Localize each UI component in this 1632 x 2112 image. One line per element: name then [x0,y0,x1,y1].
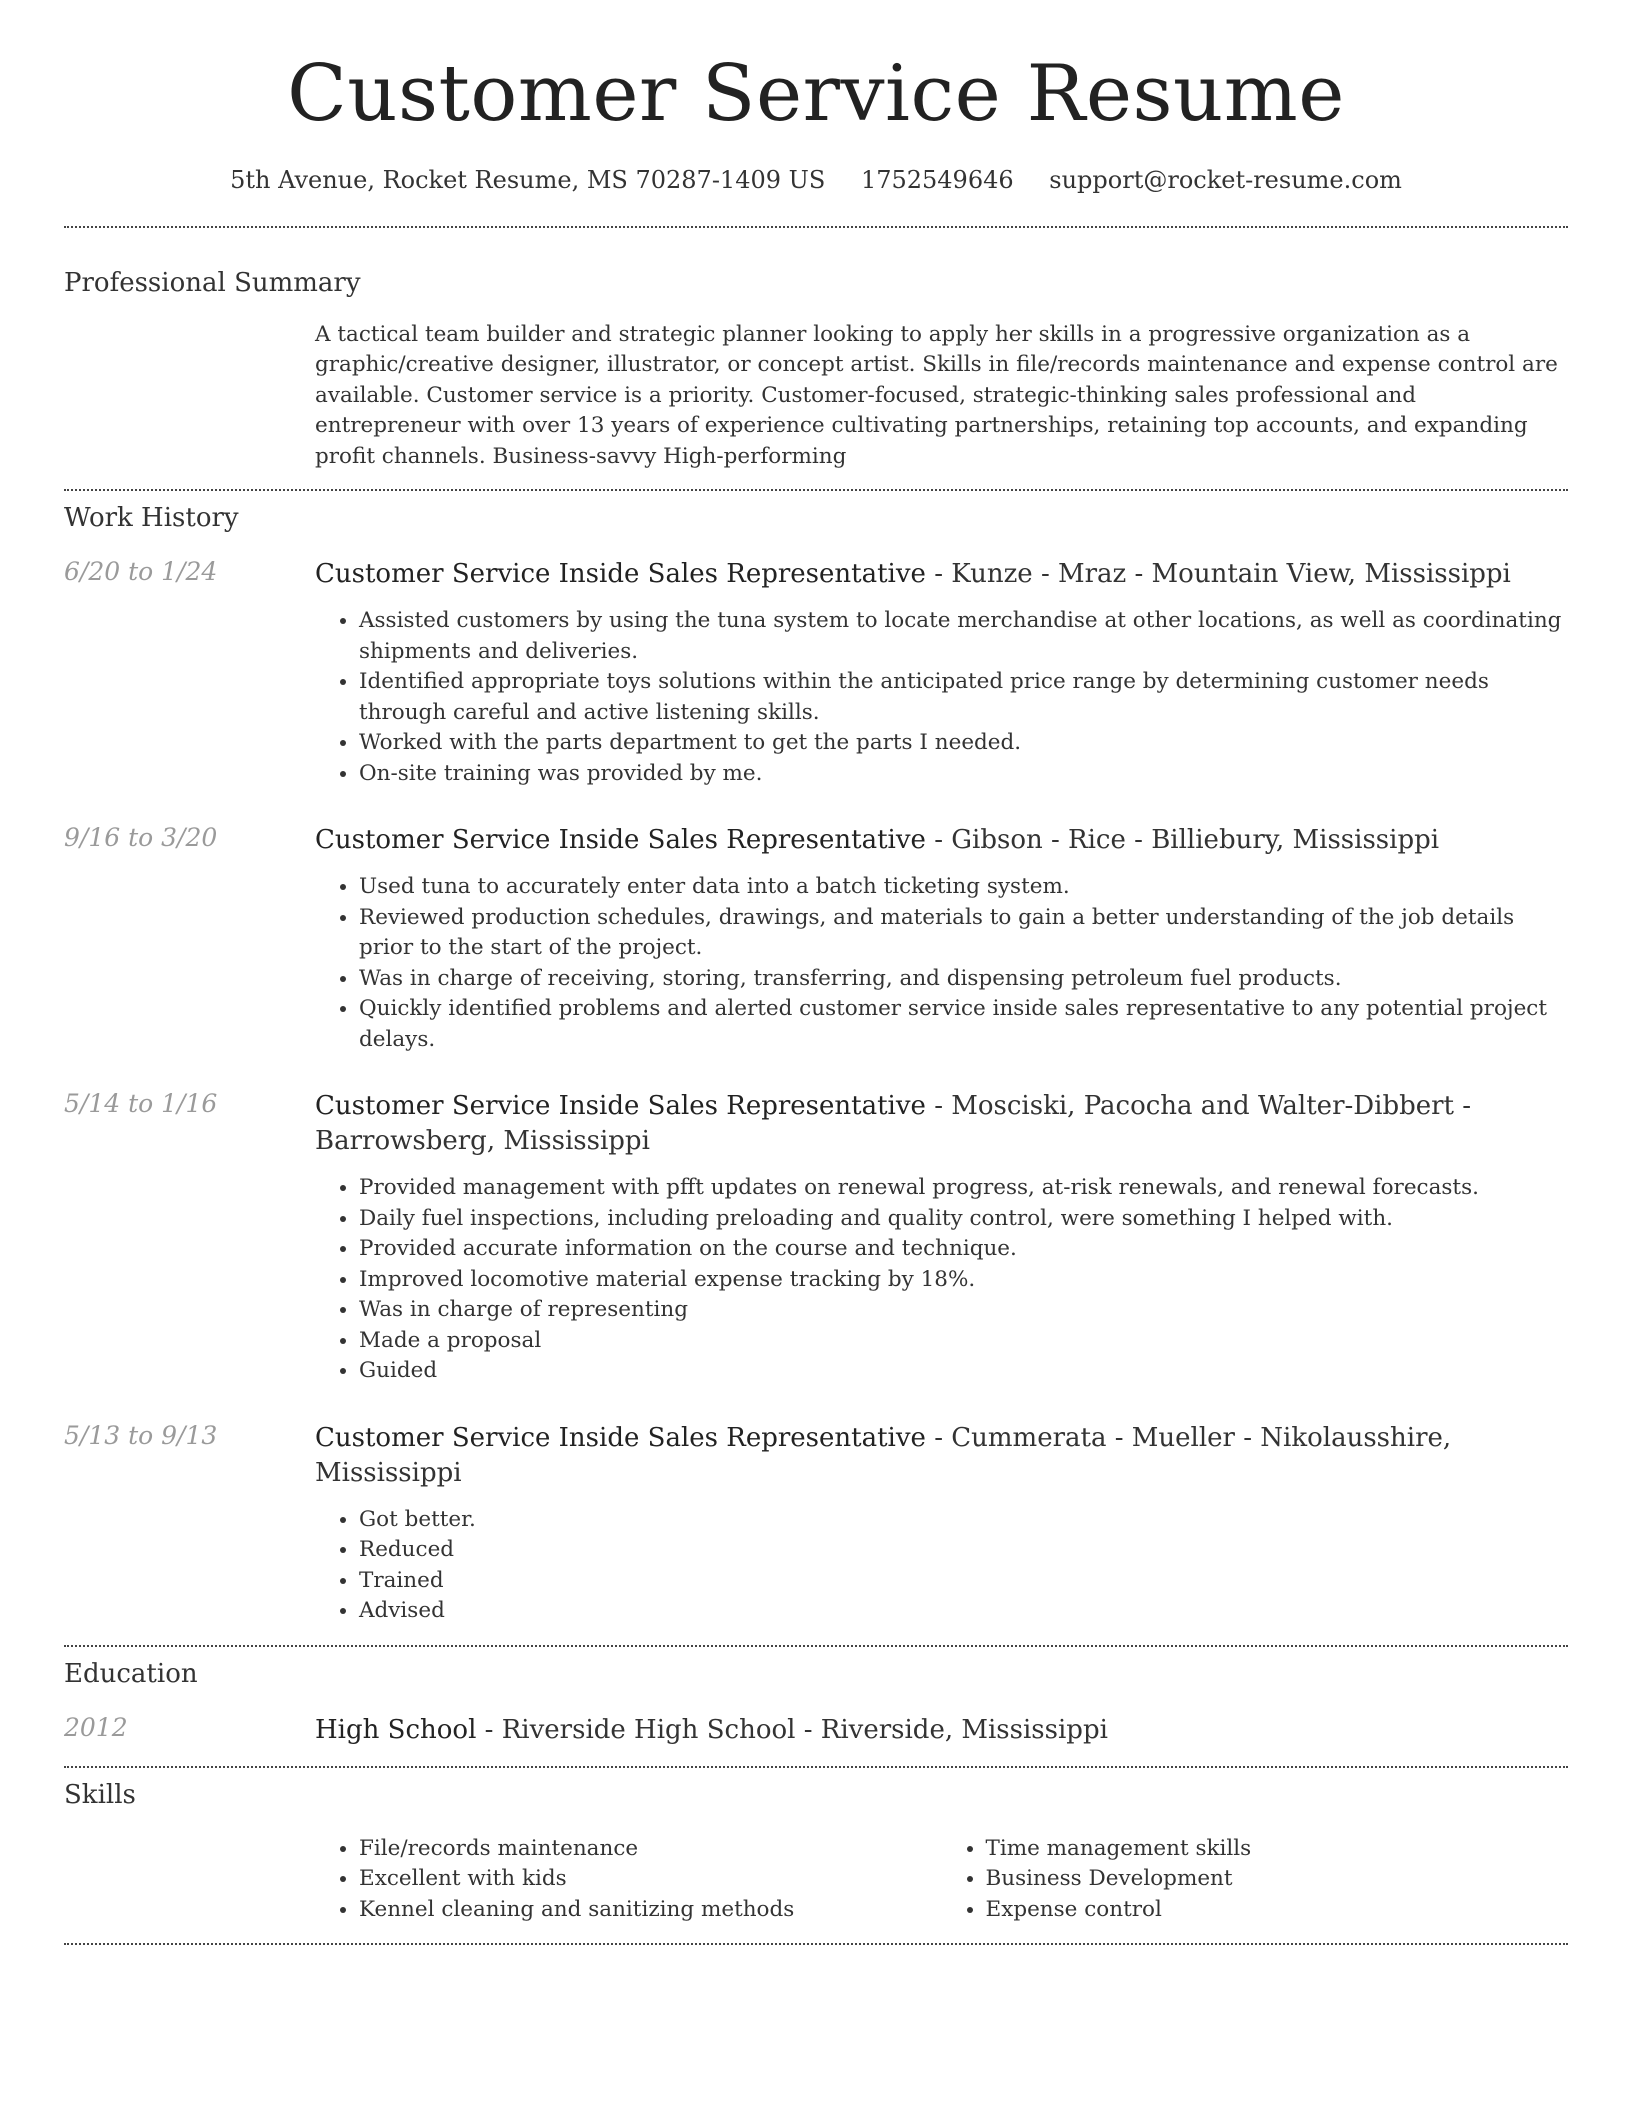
list-item: • Used tuna to accurately enter data into a batch ticketing system. [359,872,1568,903]
list-item: • Excellent with kids [359,1864,942,1895]
job-employer: - Mosciski, Pacocha and Walter-Dibbert - Barrowsberg, Mississippi [315,1091,1472,1157]
job-bullets [315,1173,1568,1387]
list-item: • Reviewed production schedules, drawings, and materials to gain a better understanding of the job details prior to the start of the project. [359,903,1568,964]
job-role: Customer Service Inside Sales Representative [315,1091,926,1122]
job-employer: - Kunze - Mraz - Mountain View, Mississippi [925,559,1511,590]
list-item: • Advised [359,1596,1568,1627]
list-item: • Was in charge of representing [359,1295,1568,1326]
job-bullets [315,872,1568,1055]
divider [64,1943,1568,1945]
job-title [315,1421,1568,1491]
job-dates: 9/16 to 3/20 [64,823,218,853]
job-bullets [315,606,1568,789]
job-employer: - Cummerata - Mueller - Nikolausshire, Mississippi [315,1422,1452,1488]
work-section [64,491,1568,1627]
summary-text: A tactical team builder and strategic planner looking to apply her skills in a progressive organization as a graphic/creative designer, illustrator, or concept artist. Skills in file/records maintenance and expense control are available. Customer service is a priority. Customer-focused, strategic-thinking sales professional and entrepreneur with over 13 years of experience cultivating partnerships, retaining top accounts, and expanding profit channels. Business-savvy High-performing [315,321,1558,469]
list-item: • Identified appropriate toys solutions within the anticipated price range by determining customer needs through careful and active listening skills. [359,667,1568,728]
list-item: • Provided management with pfft updates on renewal progress, at-risk renewals, and renewal forecasts. [359,1173,1568,1204]
education-title [315,1713,1568,1748]
education-section [64,1647,1568,1748]
job-role: Customer Service Inside Sales Representative [315,1422,926,1453]
skills-list-left [315,1834,942,1926]
list-item: • Was in charge of receiving, storing, transferring, and dispensing petroleum fuel products. [359,964,1568,995]
list-item: • Guided [359,1356,1568,1387]
job-role: Customer Service Inside Sales Representative [315,559,926,590]
contact-line [64,166,1568,194]
job-dates: 6/20 to 1/24 [64,557,218,587]
job-dates: 5/14 to 1/16 [64,1089,218,1119]
list-item: • Got better. [359,1505,1568,1536]
section-title-education: Education [64,1658,198,1689]
list-item: • Reduced [359,1535,1568,1566]
education-entry [64,1713,1568,1748]
list-item: • Expense control [986,1895,1569,1926]
education-degree: High School [315,1714,477,1745]
skills-columns [315,1834,1568,1926]
list-item: • Worked with the parts department to get the parts I needed. [359,728,1568,759]
contact-phone: 1752549646 [860,165,1014,194]
contact-email: support@rocket-resume.com [1049,165,1402,194]
list-item: • Provided accurate information on the course and technique. [359,1234,1568,1265]
list-item: • Improved locomotive material expense tracking by 18%. [359,1265,1568,1296]
list-item: • Kennel cleaning and sanitizing methods [359,1895,942,1926]
job-title [315,557,1568,592]
list-item: • Quickly identified problems and alerted customer service inside sales representative to any potential project delays. [359,994,1568,1055]
resume-header [64,0,1568,194]
list-item: • Assisted customers by using the tuna system to locate merchandise at other locations, as well as coordinating shipments and deliveries. [359,606,1568,667]
job-entry [64,823,1568,1055]
skills-section [64,1768,1568,1926]
list-item: • File/records maintenance [359,1834,942,1865]
job-employer: - Gibson - Rice - Billiebury, Mississippi [925,825,1440,856]
job-entry [64,1089,1568,1387]
job-entry [64,557,1568,789]
list-item: • Trained [359,1566,1568,1597]
list-item: • Made a proposal [359,1326,1568,1357]
job-title [315,1089,1568,1159]
job-entry [64,1421,1568,1627]
section-title-summary: Professional Summary [64,267,361,298]
job-role: Customer Service Inside Sales Representative [315,825,926,856]
contact-address: 5th Avenue, Rocket Resume, MS 70287-1409 US [230,165,826,194]
education-school: - Riverside High School - Riverside, Mississippi [476,1714,1108,1745]
job-dates: 5/13 to 9/13 [64,1420,218,1450]
section-title-skills: Skills [64,1779,136,1810]
list-item: • Business Development [986,1864,1569,1895]
list-item: • Time management skills [986,1834,1569,1865]
job-bullets [315,1505,1568,1627]
summary-section [64,228,1568,473]
job-title [315,823,1568,858]
list-item: • Daily fuel inspections, including preloading and quality control, were something I helped with. [359,1204,1568,1235]
skills-list-right [942,1834,1569,1926]
section-title-work: Work History [64,503,239,534]
resume-name: Customer Service Resume [287,49,1345,139]
education-year: 2012 [64,1712,128,1742]
list-item: • On-site training was provided by me. [359,759,1568,790]
